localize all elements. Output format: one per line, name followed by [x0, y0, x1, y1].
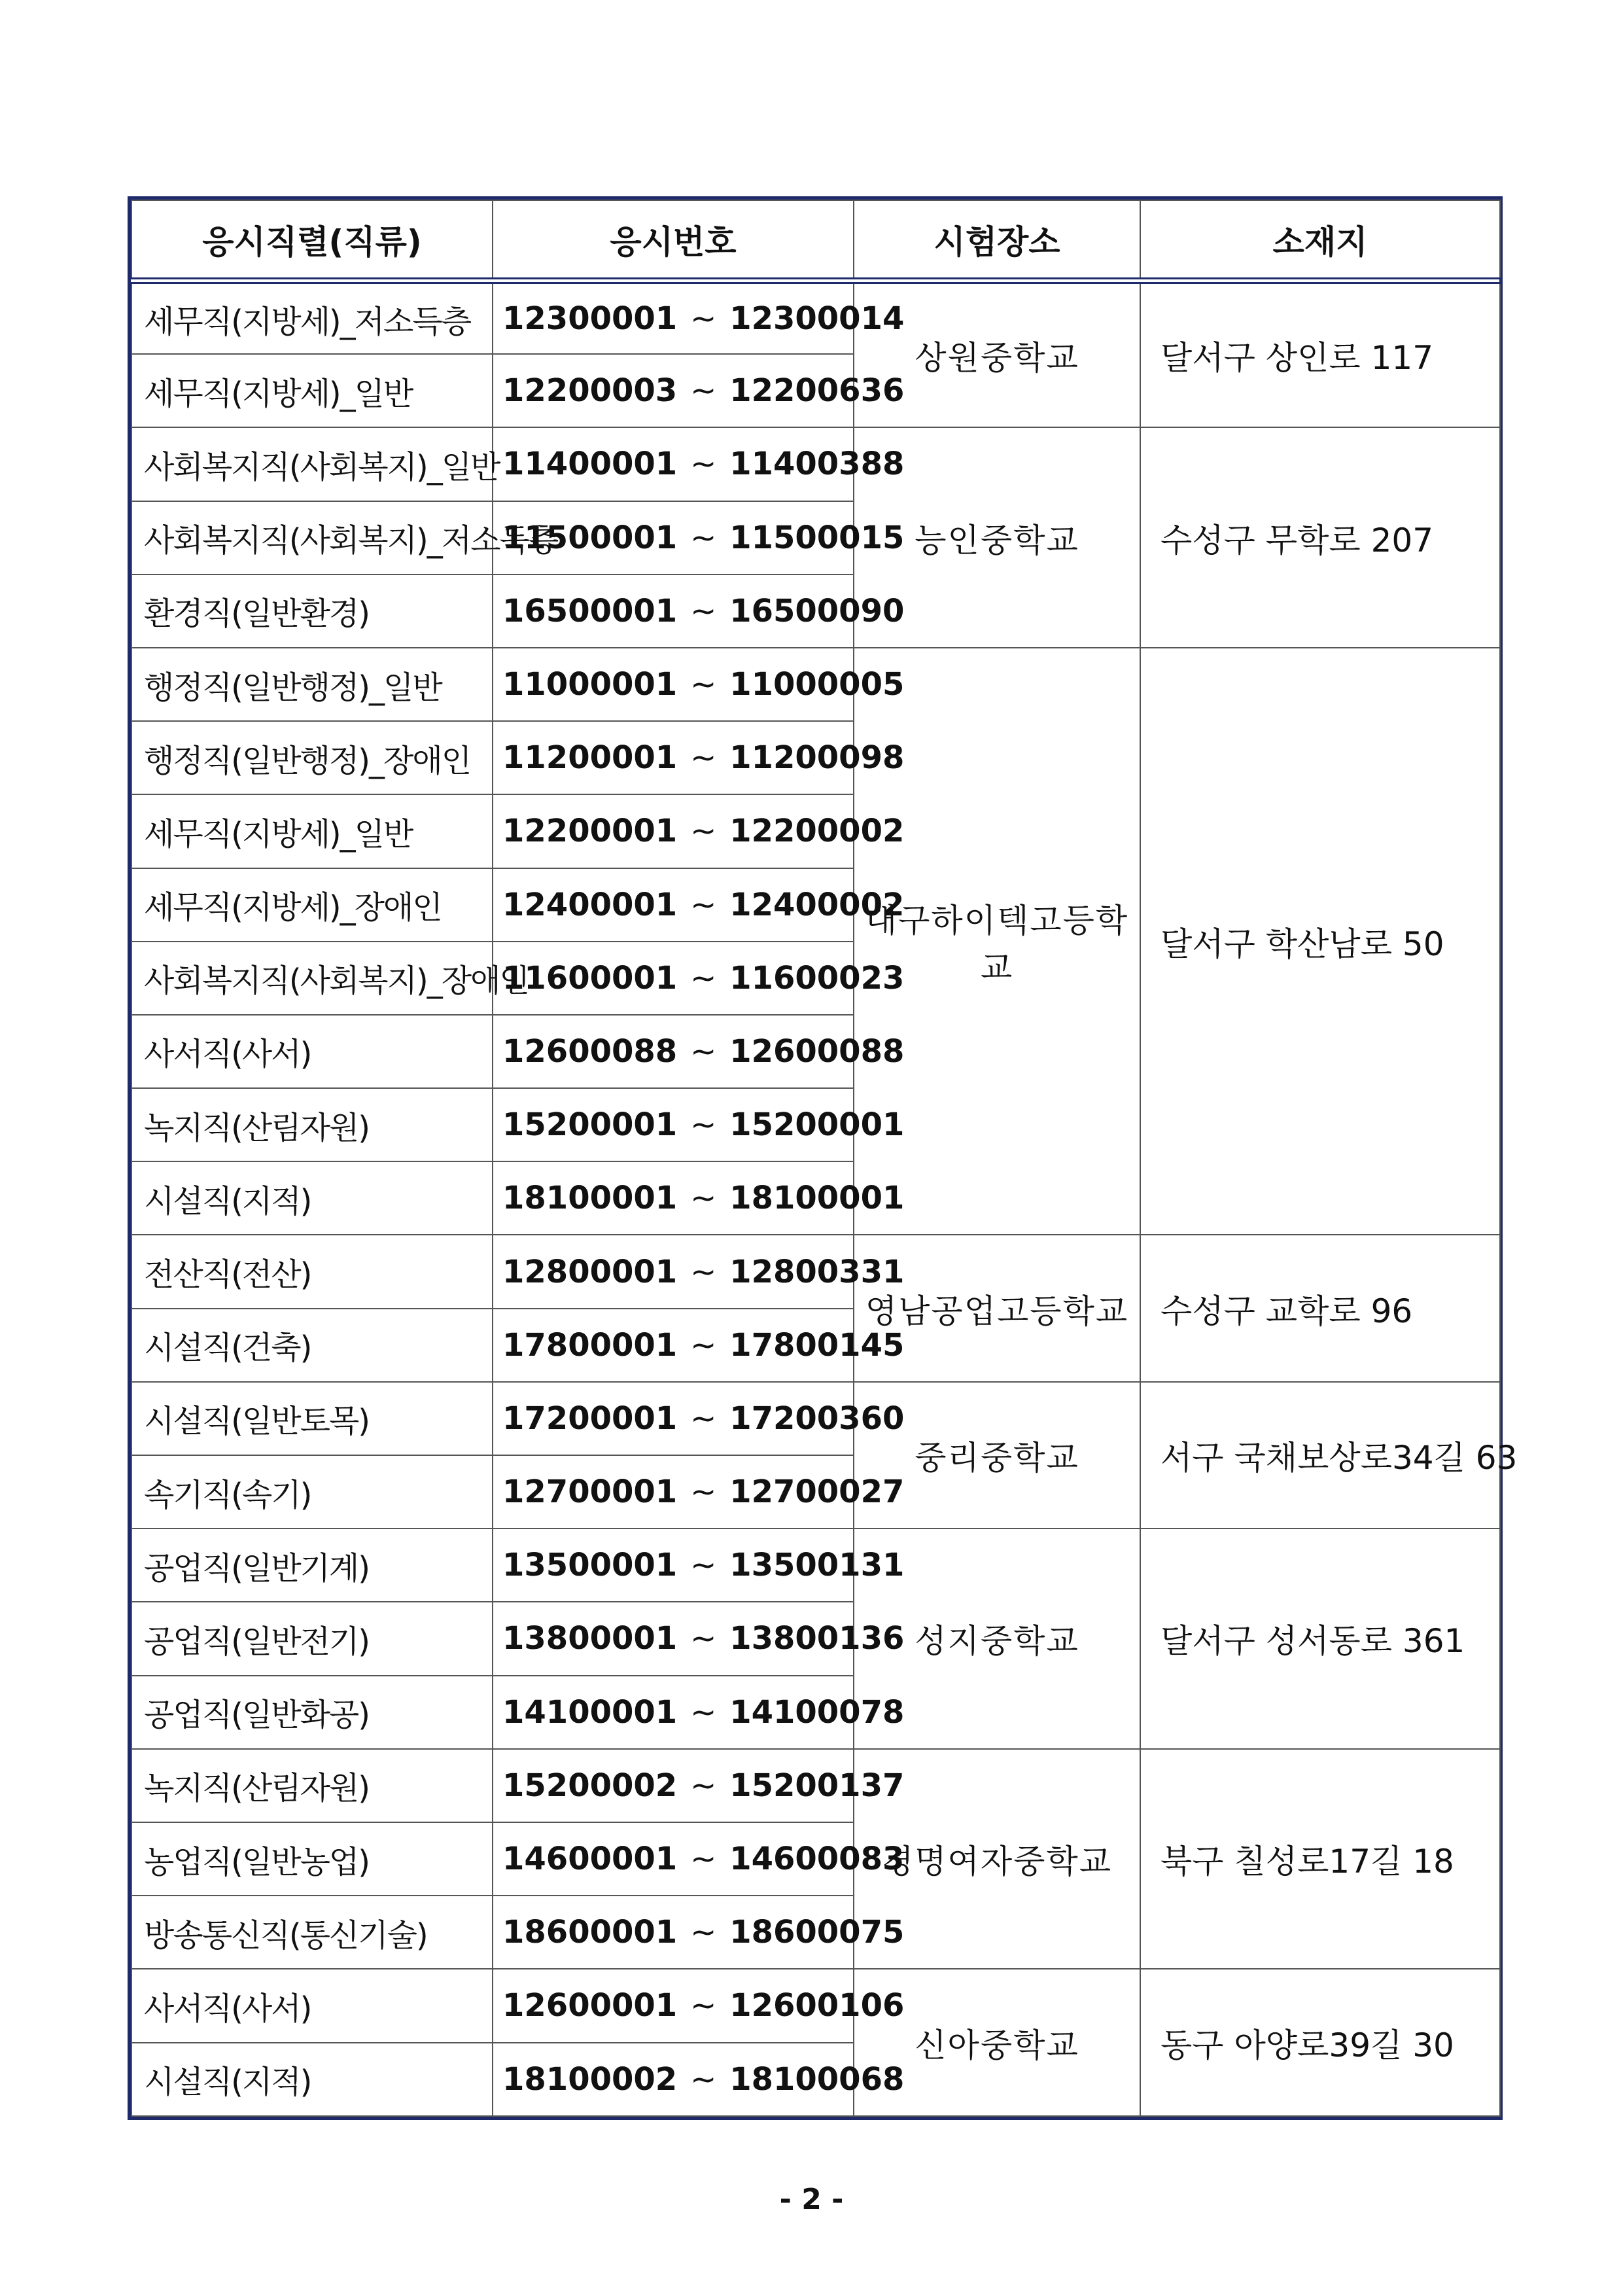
header-venue: 시험장소	[854, 200, 1140, 281]
exam-number-to: 12200002	[729, 813, 905, 850]
range-separator: ~	[690, 519, 717, 556]
exam-number-cell	[493, 427, 905, 501]
exam-number-from: 15200001	[502, 1106, 678, 1144]
exam-number-to: 16500090	[729, 592, 905, 629]
exam-number-cell	[493, 721, 905, 794]
exam-number-to: 11500015	[729, 519, 905, 556]
exam-number-cell	[493, 1235, 905, 1308]
page-number: - 2 -	[779, 2183, 844, 2216]
position-cell: 세무직(지방세)_일반	[131, 794, 493, 868]
position-cell: 녹지직(산림자원)	[131, 1749, 493, 1822]
range-separator: ~	[690, 1180, 717, 1217]
range-separator: ~	[690, 446, 717, 483]
exam-number-to: 13800136	[729, 1620, 905, 1657]
exam-number-from: 12700001	[502, 1474, 678, 1511]
exam-number-to: 12600088	[729, 1033, 905, 1070]
position-cell: 사서직(사서)	[131, 1969, 493, 2042]
exam-number-from: 11600001	[502, 959, 678, 997]
range-separator: ~	[690, 886, 717, 923]
range-separator: ~	[690, 1914, 717, 1951]
header-address: 소재지	[1140, 200, 1500, 281]
table-row	[131, 427, 1500, 501]
exam-number-cell	[493, 1528, 905, 1602]
exam-number-from: 18600001	[502, 1914, 678, 1951]
exam-number-cell	[493, 794, 905, 868]
exam-number-from: 18100002	[502, 2060, 678, 2098]
exam-number-to: 13500131	[729, 1547, 905, 1584]
exam-number-from: 11000001	[502, 666, 678, 703]
table-row	[131, 1969, 1500, 2042]
venue-cell: 상원중학교	[854, 281, 1140, 427]
exam-number-cell	[493, 1088, 905, 1161]
exam-number-to: 15200001	[729, 1106, 905, 1144]
exam-number-to: 11600023	[729, 959, 905, 997]
position-cell: 공업직(일반화공)	[131, 1676, 493, 1749]
address-cell: 동구 아양로39길 30	[1140, 1969, 1500, 2116]
table-row	[131, 1749, 1500, 1822]
range-separator: ~	[690, 1547, 717, 1584]
exam-number-from: 12400001	[502, 886, 678, 923]
range-separator: ~	[690, 2060, 717, 2098]
header-position: 응시직렬(직류)	[131, 200, 493, 281]
exam-number-to: 14100078	[729, 1693, 905, 1731]
table-row	[131, 281, 1500, 354]
exam-number-to: 11400388	[729, 446, 905, 483]
venue-cell: 경명여자중학교	[854, 1749, 1140, 1969]
position-cell: 시설직(일반토목)	[131, 1382, 493, 1455]
venue-cell: 중리중학교	[854, 1382, 1140, 1528]
venue-cell: 능인중학교	[854, 427, 1140, 648]
range-separator: ~	[690, 1033, 717, 1070]
exam-number-cell	[493, 1309, 905, 1382]
address-cell: 수성구 무학로 207	[1140, 427, 1500, 648]
exam-number-to: 11000005	[729, 666, 905, 703]
range-separator: ~	[690, 813, 717, 850]
position-cell: 시설직(지적)	[131, 1161, 493, 1235]
exam-number-cell	[493, 1602, 905, 1675]
exam-number-from: 12600001	[502, 1987, 678, 2024]
range-separator: ~	[690, 592, 717, 629]
address-cell: 서구 국채보상로34길 63	[1140, 1382, 1500, 1528]
exam-number-to: 12400002	[729, 886, 905, 923]
range-separator: ~	[690, 1693, 717, 1731]
exam-number-to: 18100068	[729, 2060, 905, 2098]
position-cell: 사회복지직(사회복지)_일반	[131, 427, 493, 501]
exam-number-from: 17800001	[502, 1326, 678, 1364]
table-row	[131, 1382, 1500, 1455]
exam-number-from: 11200001	[502, 739, 678, 777]
exam-number-to: 15200137	[729, 1767, 905, 1804]
exam-number-to: 12300014	[729, 300, 905, 338]
exam-number-to: 12700027	[729, 1474, 905, 1511]
position-cell: 농업직(일반농업)	[131, 1822, 493, 1896]
exam-number-to: 17800145	[729, 1326, 905, 1364]
range-separator: ~	[690, 666, 717, 703]
position-cell: 속기직(속기)	[131, 1455, 493, 1528]
venue-cell: 신아중학교	[854, 1969, 1140, 2116]
address-cell: 달서구 성서동로 361	[1140, 1528, 1500, 1749]
exam-number-from: 18100001	[502, 1180, 678, 1217]
position-cell: 전산직(전산)	[131, 1235, 493, 1308]
exam-number-from: 11500001	[502, 519, 678, 556]
range-separator: ~	[690, 1400, 717, 1437]
range-separator: ~	[690, 1326, 717, 1364]
exam-number-from: 11400001	[502, 446, 678, 483]
exam-number-to: 17200360	[729, 1400, 905, 1437]
exam-number-from: 13800001	[502, 1620, 678, 1657]
exam-number-cell	[493, 1896, 905, 1969]
address-cell: 북구 칠성로17길 18	[1140, 1749, 1500, 1969]
range-separator: ~	[690, 300, 717, 338]
exam-number-from: 15200002	[502, 1767, 678, 1804]
exam-number-from: 12600088	[502, 1033, 678, 1070]
range-separator: ~	[690, 739, 717, 777]
range-separator: ~	[690, 1253, 717, 1290]
exam-number-from: 12800001	[502, 1253, 678, 1290]
range-separator: ~	[690, 1767, 717, 1804]
exam-number-to: 12200636	[729, 372, 905, 410]
position-cell: 사회복지직(사회복지)_저소득층	[131, 501, 493, 574]
position-cell: 공업직(일반전기)	[131, 1602, 493, 1675]
position-cell: 세무직(지방세)_장애인	[131, 868, 493, 942]
exam-number-to: 12600106	[729, 1987, 905, 2024]
exam-number-cell	[493, 1822, 905, 1896]
position-cell: 녹지직(산림자원)	[131, 1088, 493, 1161]
range-separator: ~	[690, 372, 717, 410]
exam-number-from: 16500001	[502, 592, 678, 629]
table-row	[131, 648, 1500, 721]
exam-number-cell	[493, 574, 905, 648]
exam-number-cell	[493, 1161, 905, 1235]
position-cell: 사회복지직(사회복지)_장애인	[131, 942, 493, 1015]
address-cell: 달서구 학산남로 50	[1140, 648, 1500, 1235]
exam-number-to: 12800331	[729, 1253, 905, 1290]
exam-venue-table	[128, 196, 1518, 2120]
position-cell: 행정직(일반행정)_장애인	[131, 721, 493, 794]
position-cell: 환경직(일반환경)	[131, 574, 493, 648]
exam-number-to: 18600075	[729, 1914, 905, 1951]
position-cell: 사서직(사서)	[131, 1015, 493, 1088]
venue-cell: 영남공업고등학교	[854, 1235, 1140, 1381]
exam-number-from: 13500001	[502, 1547, 678, 1584]
range-separator: ~	[690, 959, 717, 997]
exam-number-from: 12200003	[502, 372, 678, 410]
position-cell: 행정직(일반행정)_일반	[131, 648, 493, 721]
exam-number-from: 17200001	[502, 1400, 678, 1437]
address-cell: 수성구 교학로 96	[1140, 1235, 1500, 1381]
range-separator: ~	[690, 1106, 717, 1144]
header-row	[131, 200, 1500, 281]
exam-number-cell	[493, 281, 905, 354]
exam-number-from: 14100001	[502, 1693, 678, 1731]
range-separator: ~	[690, 1987, 717, 2024]
exam-number-to: 14600083	[729, 1841, 905, 1878]
exam-number-cell	[493, 501, 905, 574]
exam-number-cell	[493, 2043, 905, 2117]
position-cell: 시설직(지적)	[131, 2043, 493, 2117]
position-cell: 공업직(일반기계)	[131, 1528, 493, 1602]
position-cell: 시설직(건축)	[131, 1309, 493, 1382]
table-body	[131, 281, 1518, 2116]
exam-number-to: 18100001	[729, 1180, 905, 1217]
exam-number-from: 14600001	[502, 1841, 678, 1878]
exam-number-cell	[493, 648, 905, 721]
address-cell: 달서구 상인로 117	[1140, 281, 1500, 427]
header-exam-number: 응시번호	[493, 200, 854, 281]
exam-number-cell	[493, 942, 905, 1015]
venue-cell: 대구하이텍고등학교	[854, 648, 1140, 1235]
exam-number-cell	[493, 1969, 905, 2042]
position-cell: 방송통신직(통신기술)	[131, 1896, 493, 1969]
exam-number-cell	[493, 868, 905, 942]
exam-number-cell	[493, 1382, 905, 1455]
range-separator: ~	[690, 1620, 717, 1657]
table-row	[131, 1528, 1500, 1602]
exam-number-cell	[493, 354, 905, 427]
exam-number-from: 12300001	[502, 300, 678, 338]
range-separator: ~	[690, 1474, 717, 1511]
range-separator: ~	[690, 1841, 717, 1878]
exam-number-to: 11200098	[729, 739, 905, 777]
exam-number-cell	[493, 1749, 905, 1822]
exam-number-cell	[493, 1455, 905, 1528]
exam-number-cell	[493, 1015, 905, 1088]
exam-number-cell	[493, 1676, 905, 1749]
position-cell: 세무직(지방세)_저소득층	[131, 281, 493, 354]
exam-number-from: 12200001	[502, 813, 678, 850]
table-row	[131, 1235, 1500, 1308]
position-cell: 세무직(지방세)_일반	[131, 354, 493, 427]
venue-cell: 성지중학교	[854, 1528, 1140, 1749]
